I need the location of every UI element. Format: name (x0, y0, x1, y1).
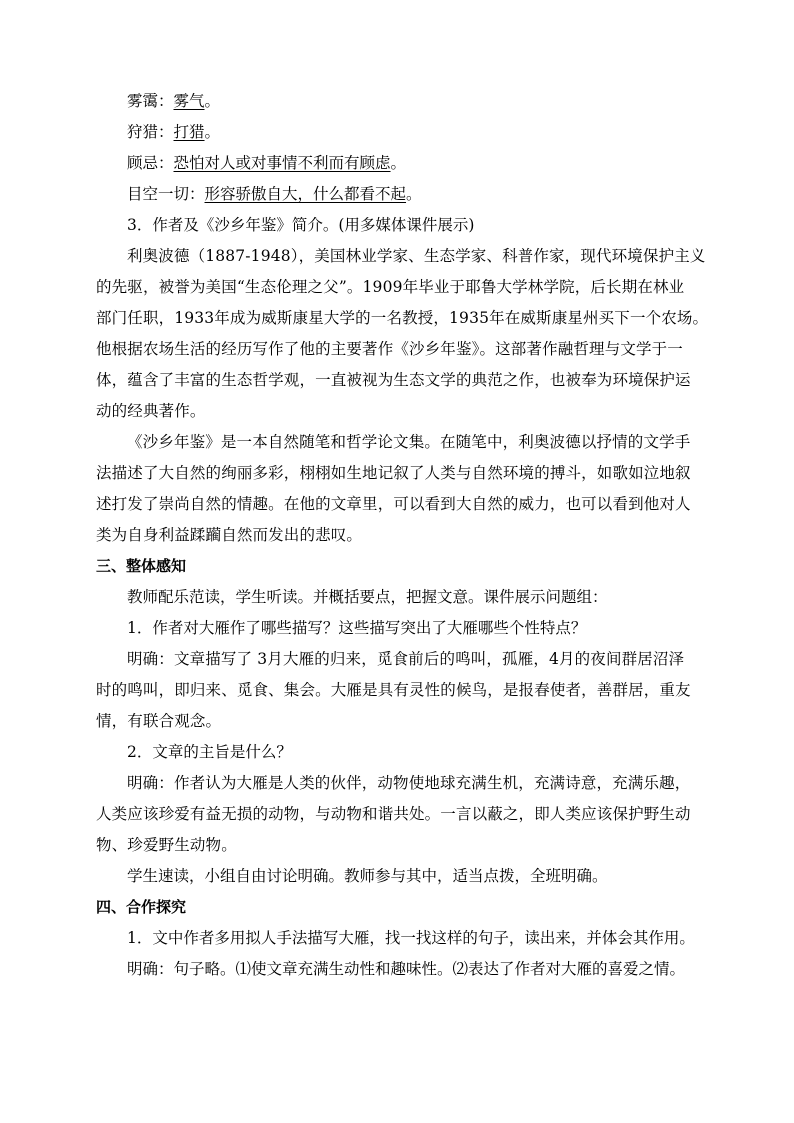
vocab-term: 雾霭： (127, 92, 174, 110)
question: 2．文章的主旨是什么？ (127, 743, 292, 761)
punctuation: 。 (406, 185, 422, 203)
author-section-heading: 3．作者及《沙乡年鉴》简介。(用多媒体课件展示) (127, 216, 475, 234)
question: 1．作者对大雁作了哪些描写？这些描写突出了大雁哪些个性特点？ (127, 619, 587, 637)
answer-line: 人类应该珍爱有益无损的动物，与动物和谐共处。一言以蔽之，即人类应该保护野生动 (96, 805, 691, 823)
author-bio-line: 的先驱，被誉为美国“生态伦理之父”。1909年毕业于耶鲁大学林学院，后长期在林业 (96, 278, 685, 296)
vocab-item (96, 86, 714, 117)
book-intro-line: 《沙乡年鉴》是一本自然随笔和哲学论文集。在随笔中，利奥波德以抒情的文学手 (127, 433, 691, 451)
vocab-definition: 恐怕对人或对事情不利而有顾虑 (173, 154, 391, 172)
author-bio-line: 动的经典著作。 (96, 402, 206, 420)
answer-line: 物、珍爱野生动物。 (96, 836, 237, 854)
author-bio-line: 利奥波德（1887-1948），美国林业学家、生态学家、科普作家，现代环境保护主义 (127, 247, 706, 265)
vocab-definition: 形容骄傲自大，什么都看不起 (204, 185, 407, 203)
vocab-definition: 雾气 (173, 92, 205, 110)
document-page (96, 86, 714, 985)
author-bio-line: 体，蕴含了丰富的生态哲学观，一直被视为生态文学的典范之作，也被奉为环境保护运 (96, 371, 691, 389)
vocab-item (96, 179, 714, 210)
section-heading: 四、合作探究 (96, 898, 187, 916)
vocab-term: 顾忌： (127, 154, 174, 172)
section-heading: 三、整体感知 (96, 557, 187, 575)
author-bio-line: 部门任职，1933年成为威斯康星大学的一名教授，1935年在威斯康星州买下一个农场。 (96, 309, 709, 327)
vocab-item (96, 117, 714, 148)
author-bio-line: 他根据农场生活的经历写作了他的主要著作《沙乡年鉴》。这部著作融哲理与文学于一 (96, 340, 683, 358)
vocab-term: 狩猎： (127, 123, 174, 141)
section-closing: 学生速读，小组自由讨论明确。教师参与其中，适当点拨，全班明确。 (127, 867, 608, 885)
book-intro-line: 述打发了崇尚自然的情趣。在他的文章里，可以看到大自然的威力，也可以看到他对人 (96, 495, 691, 513)
punctuation: 。 (204, 123, 221, 141)
answer-line: 明确：句子略。⑴使文章充满生动性和趣味性。⑵表达了作者对大雁的喜爱之情。 (127, 960, 686, 978)
book-intro-line: 类为自身利益蹂躏自然而发出的悲叹。 (96, 526, 363, 544)
punctuation: 。 (390, 154, 407, 172)
vocab-definition: 打猎 (173, 123, 205, 141)
question: 1．文中作者多用拟人手法描写大雁，找一找这样的句子，读出来，并体会其作用。 (127, 929, 695, 947)
answer-line: 明确：作者认为大雁是人类的伙伴，动物使地球充满生机，充满诗意，充满乐趣， (127, 774, 691, 792)
answer-line: 情，有联合观念。 (96, 712, 222, 730)
vocab-term: 目空一切： (127, 185, 205, 203)
answer-line: 明确：文章描写了 3月大雁的归来，觅食前后的鸣叫，孤雁，4月的夜间群居沼泽 (127, 650, 685, 668)
answer-line: 时的鸣叫，即归来、觅食、集会。大雁是具有灵性的候鸟，是报春使者，善群居，重友 (96, 681, 691, 699)
book-intro-line: 法描述了大自然的绚丽多彩，栩栩如生地记叙了人类与自然环境的搏斗，如歌如泣地叙 (96, 464, 691, 482)
vocab-item (96, 148, 714, 179)
section-intro: 教师配乐范读，学生听读。并概括要点，把握文意。课件展示问题组： (127, 588, 608, 606)
punctuation: 。 (204, 92, 221, 110)
